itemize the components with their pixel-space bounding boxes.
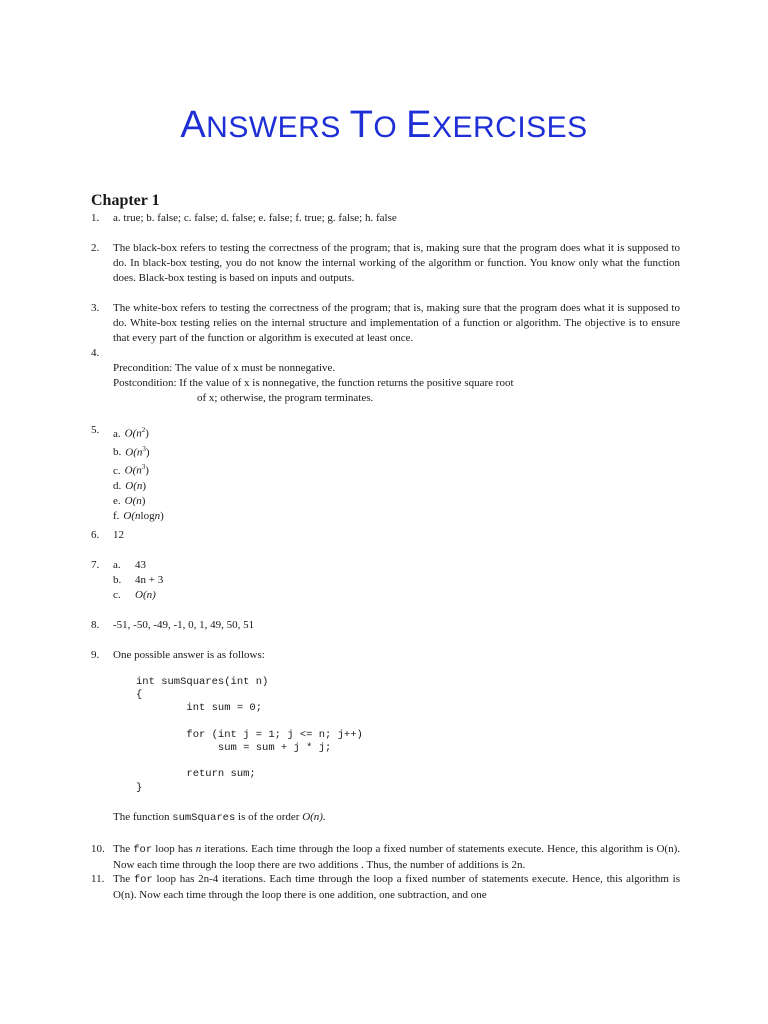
answer-item-10	[91, 842, 680, 873]
precondition-text: Precondition: The value of x must be nonnegative.	[113, 362, 336, 374]
item-number: 1.	[91, 212, 100, 224]
sub-answer-a: a. 43	[113, 559, 146, 571]
item-number: 6.	[91, 529, 100, 541]
answer-intro: One possible answer is as follows:	[113, 649, 265, 661]
sub-answer-c: c. O(n)	[113, 589, 156, 601]
item-number: 7.	[91, 559, 100, 571]
answer-text: The for loop has n iterations. Each time through the loop a fixed number of statements execute. Hence, this algorithm is O(n). Now each time through the loop there are two additions . Thus, the number of additions is 2n.	[113, 843, 680, 871]
item-number: 10.	[91, 843, 105, 855]
item-number: 11.	[91, 873, 105, 885]
complexity-a: a. $O(n^2)$	[113, 426, 149, 440]
answer-outro: The function sumSquares is of the order O(n).	[113, 811, 326, 824]
answer-item-9	[91, 648, 680, 663]
code-block: int sumSquares(int n) { int sum = 0; for (int j = 1; j <= n; j++) sum = sum + j * j; return sum; }	[136, 676, 363, 794]
complexity-e: e. O(n)	[113, 494, 146, 507]
answer-item-8	[91, 618, 680, 633]
answer-item-7	[91, 558, 680, 603]
answer-item-2	[91, 241, 680, 286]
item-number: 3.	[91, 302, 100, 314]
complexity-c: c. $O(n^3)$	[113, 463, 149, 477]
item-number: 4.	[91, 347, 100, 359]
answer-text: The white-box refers to testing the correctness of the program; that is, making sure that the program does what it is supposed to do. White-box testing relies on the internal structure and implementation of a function or algorithm. The objective is to ensure that every part of the function or algorithm is executed at least once.	[113, 302, 680, 344]
answer-text: The for loop has 2n-4 iterations. Each time through the loop a fixed number of statements execute. Hence, this algorithm is O(n). Now each time through the loop there is one addition, one subtraction, and one	[113, 873, 681, 901]
answer-item-4	[91, 346, 680, 406]
sub-answer-b: b. 4n + 3	[113, 574, 164, 586]
answer-item-5	[91, 423, 680, 524]
answer-text: -51, -50, -49, -1, 0, 1, 49, 50, 51	[113, 619, 255, 631]
answer-item-3	[91, 301, 680, 346]
item-number: 2.	[91, 242, 100, 254]
item-number: 8.	[91, 619, 100, 631]
page-title: ANSWERS TO EXERCISES	[180, 104, 588, 146]
answer-item-6	[91, 528, 680, 543]
complexity-b: b. $O(n^3)$	[113, 444, 150, 459]
answer-text: 12	[113, 529, 124, 541]
complexity-d: d. O(n)	[113, 479, 147, 492]
item-number: 5.	[91, 424, 100, 436]
complexity-f: f. O(nlogn)	[113, 509, 164, 522]
postcondition-text-continued: of x; otherwise, the program terminates.	[197, 392, 374, 404]
chapter-heading: Chapter 1	[91, 192, 160, 209]
answer-item-1	[91, 211, 680, 226]
answer-text: a. true; b. false; c. false; d. false; e. false; f. true; g. false; h. false	[113, 212, 397, 224]
item-number: 9.	[91, 649, 100, 661]
answer-text: The black-box refers to testing the correctness of the program; that is, making sure that the program does what it is supposed to do. In black-box testing, you do not know the internal working of the algorithm or function. You know only what the function does. Black-box testing is based on inputs and outputs.	[113, 242, 680, 284]
postcondition-text: Postcondition: If the value of x is nonnegative, the function returns the positive square root	[113, 377, 514, 389]
answer-item-11	[91, 872, 680, 903]
